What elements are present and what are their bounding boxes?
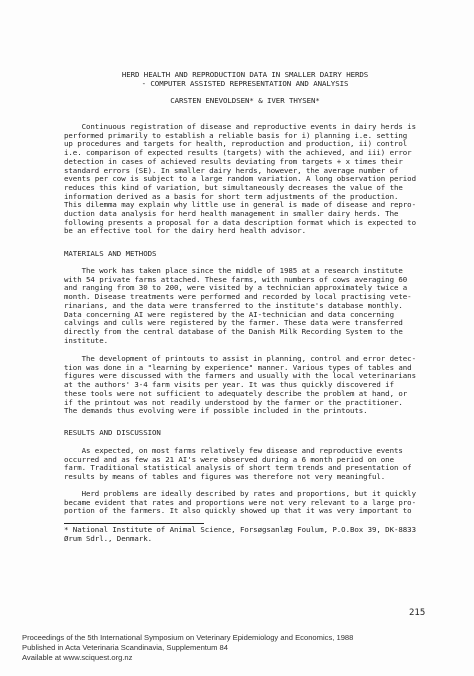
- footer-proceedings: Proceedings of the 5th International Symposium on Veterinary Epidemiology and Economics, 1988: [22, 633, 354, 642]
- section-heading-results: RESULTS AND DISCUSSION: [64, 428, 161, 437]
- footer-availability: Available at www.sciquest.org.nz: [22, 653, 133, 663]
- intro-paragraph: Continuous registration of disease and reproductive events in dairy herds is performed primarily to establish a reliable basis for i) planning i.e. setting up procedures and targets for health, reproduction and production, ii) control i.e. comparison of expected results (targets) with the achieved, and iii) error detection in cases of achieved results deviating from targets + x times their standard errors (SE). In smaller dairy herds, however, the average number of events per cow is subject to a large random variation. A long observation period reduces this kind of variation, but simultaneously decreases the value of the information derived as a basis for short term adjustments of the production. This dilemma may explain why little use in general is made of disease and repro- duction data analysis for herd health management in smaller dairy herds. The following presents a proposal for a data description format which is expected to be an effective tool for the dairy herd health advisor.: [64, 122, 416, 236]
- paper-title-line2: - COMPUTER ASSISTED REPRESENTATION AND ANALYSIS: [141, 79, 349, 88]
- page-number: 215: [409, 608, 426, 618]
- section-heading-methods: MATERIALS AND METHODS: [64, 249, 157, 258]
- results-paragraph-2: Herd problems are ideally described by rates and proportions, but it quickly became evident that rates and proportions were not very relevant to a large pro- portion of the farmers. It also quickly showed up that it was very important to: [64, 489, 416, 516]
- footnote-rule: [64, 523, 204, 524]
- publication-footer: [22, 633, 452, 664]
- methods-paragraph-2: The development of printouts to assist in planning, control and error detec- tion was done in a "learning by experience" manner. Various types of tables and figures were discussed with the farmers and usually with the local veterinarians at the authors' 3-4 farm visits per year. It was thus quickly discovered if these tools were not sufficient to adequately describe the problem at hand, or if the printout was not readily understood by the farmer or the practitioner. The demands thus evolving were if possible included in the printouts.: [64, 354, 416, 416]
- authors: CARSTEN ENEVOLDSEN* & IVER THYSEN*: [170, 96, 320, 105]
- footer-published: Published in Acta Veterinaria Scandinavia, Supplementum 84: [22, 643, 229, 653]
- results-paragraph-1: As expected, on most farms relatively few disease and reproductive events occurred and as few as 21 AI's were observed during a 6 month period on one farm. Traditional statistical analysis of short term trends and presentation of results by means of tables and figures was therefore not very meaningful.: [64, 446, 412, 482]
- footnote: * National Institute of Animal Science, Forsøgsanlæg Foulum, P.O.Box 39, DK-8833 Ørum Sdrl., Denmark.: [64, 525, 416, 543]
- paper-title-line1: HERD HEALTH AND REPRODUCTION DATA IN SMALLER DAIRY HERDS: [121, 70, 369, 79]
- methods-paragraph-1: The work has taken place since the middle of 1985 at a research institute with 54 private farms attached. These farms, with numbers of cows averaging 60 and ranging from 30 to 200, were visited by a technician approximately twice a month. Disease treatments were performed and recorded by local practising vete- rinarians, and the data were transferred to the institute's database monthly. Data concerning AI were registered by the AI-technician and data concerning calvings and culls were registered by the farmer. These data were transferred directly from the central database of the Danish Milk Recording System to the institute.: [64, 266, 412, 345]
